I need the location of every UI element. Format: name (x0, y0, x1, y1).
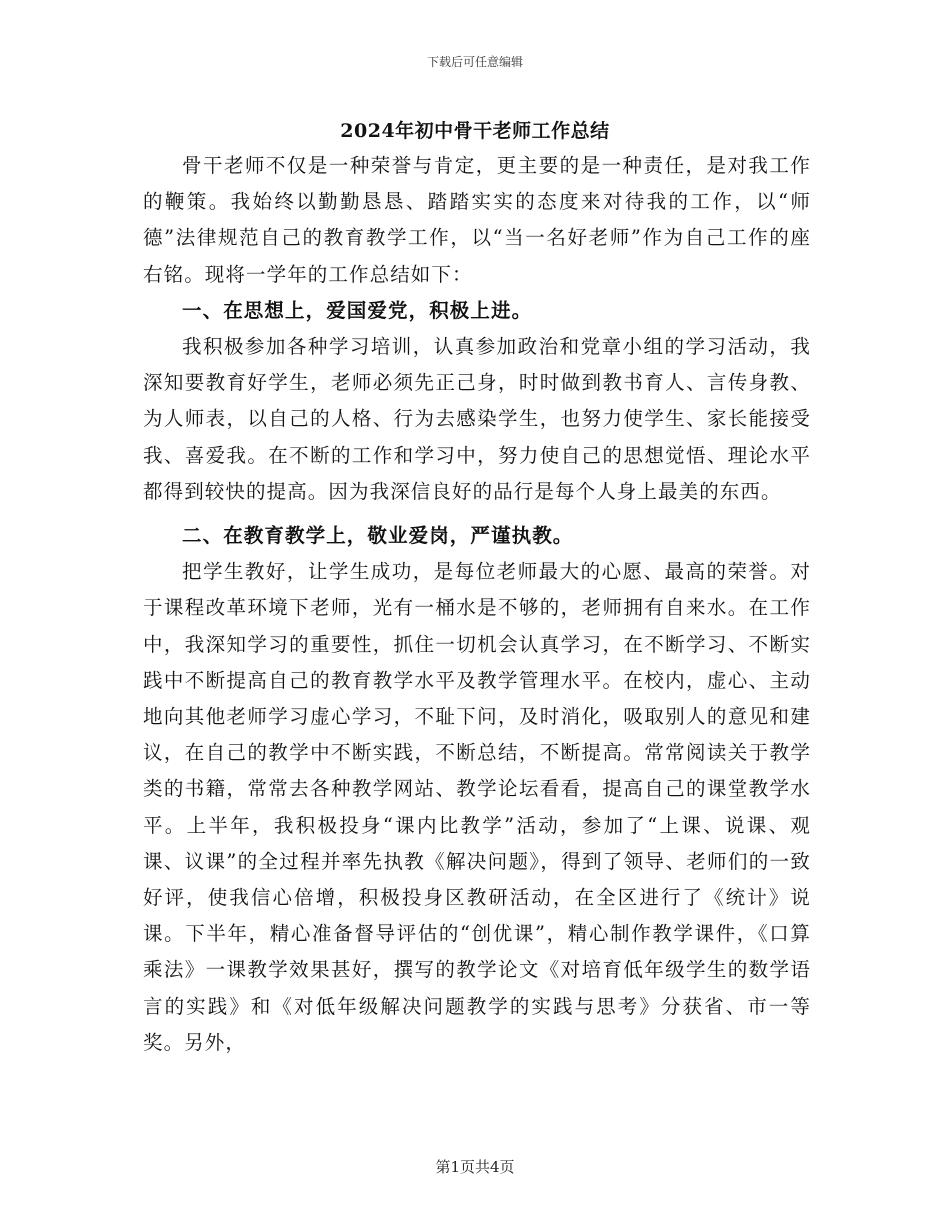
section-heading-2: 二、在教育教学上，敬业爱岗，严谨执教。 (182, 524, 574, 548)
header-note: 下载后可任意编辑 (426, 55, 523, 69)
section-heading-1: 一、在思想上，爱国爱党，积极上进。 (182, 298, 533, 322)
section-gap (143, 510, 811, 518)
document-title: 2024年初中骨干老师工作总结 (340, 120, 610, 142)
section-body-1: 我积极参加各种学习培训，认真参加政治和党章小组的学习活动，我深知要教育好学生，老师必须先正己身，时时做到教书育人、言传身教、为人师表，以自己的人格、行为去感染学生，也努力使学生、家长能接受我、喜爱我。在不断的工作和学习中，努力使自己的思想觉悟、理论水平都得到较快的提高。因为我深信良好的品行是每个人身上最美的东西。 (143, 335, 811, 503)
intro-paragraph: 骨干老师不仅是一种荣誉与肯定，更主要的是一种责任，是对我工作的鞭策。我始终以勤勤恳恳、踏踏实实的态度来对待我的工作，以“师德”法律规范自己的教育教学工作，以“当一名好老师”作为自己工作的座右铭。现将一学年的工作总结如下： (143, 154, 811, 286)
page-number-footer: 第1页共4页 (435, 1158, 515, 1176)
document-body (143, 148, 811, 1061)
section-body-2: 把学生教好，让学生成功，是每位老师最大的心愿、最高的荣誉。对于课程改革环境下老师，光有一桶水是不够的，老师拥有自来水。在工作中，我深知学习的重要性，抓住一切机会认真学习，在不断学习、不断实践中不断提高自己的教育教学水平及教学管理水平。在校内，虚心、主动地向其他老师学习虚心学习，不耻下问，及时消化，吸取别人的意见和建议，在自己的教学中不断实践，不断总结，不断提高。常常阅读关于教学类的书籍，常常去各种教学网站、教学论坛看看，提高自己的课堂教学水平。上半年，我积极投身“课内比教学”活动，参加了“上课、说课、观课、议课”的全过程并率先执教《解决问题》，得到了领导、老师们的一致好评，使我信心倍增，积极投身区教研活动，在全区进行了《统计》说课。下半年，精心准备督导评估的“创优课”，精心制作教学课件，《口算乘法》一课教学效果甚好，撰写的教学论文《对培育低年级学生的数学语言的实践》和《对低年级解决问题教学的实践与思考》分获省、市一等奖。另外， (143, 560, 811, 1054)
